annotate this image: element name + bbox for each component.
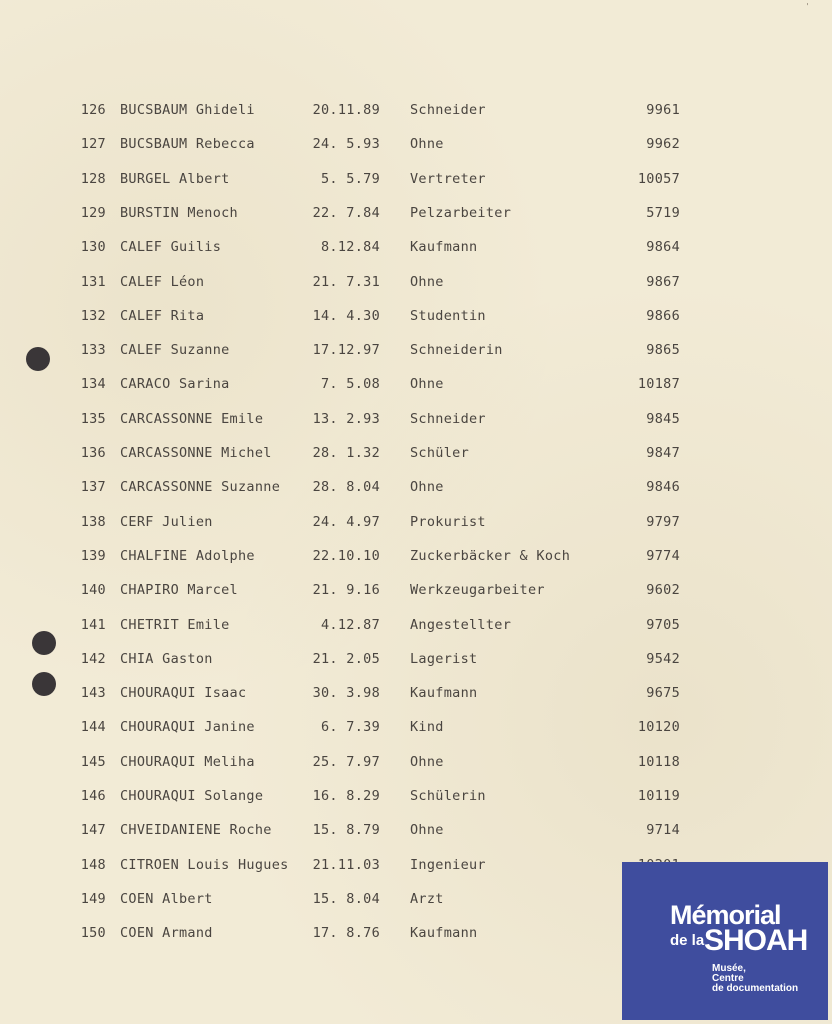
row-number: 126 xyxy=(80,102,106,118)
person-name: CALEF Suzanne xyxy=(120,342,230,359)
person-name: CARCASSONNE Suzanne xyxy=(120,479,281,496)
row-number: 150 xyxy=(80,925,106,942)
person-name: CALEF Léon xyxy=(120,273,205,290)
person-name: BURSTIN Menoch xyxy=(120,204,238,221)
list-row xyxy=(0,197,832,231)
row-number: 137 xyxy=(80,479,106,496)
profession: Ohne xyxy=(410,273,444,290)
birth-date: 8.12.84 xyxy=(321,239,380,256)
profession: Ohne xyxy=(410,822,444,839)
birth-date: 21.11.03 xyxy=(312,856,380,873)
birth-date: 30. 3.98 xyxy=(312,685,380,702)
row-number: 148 xyxy=(80,856,106,873)
profession: Schülerin xyxy=(410,788,486,804)
logo-tagline-1: Musée, xyxy=(712,963,746,974)
profession: Prokurist xyxy=(410,513,486,530)
person-name: COEN Armand xyxy=(120,925,213,942)
row-number: 132 xyxy=(80,307,106,324)
row-number: 141 xyxy=(80,616,106,633)
list-row xyxy=(0,814,832,848)
logo-tagline-3: de documentation xyxy=(712,983,799,994)
list-row xyxy=(0,506,832,540)
profession: Studentin xyxy=(410,307,486,324)
row-number: 139 xyxy=(80,547,106,564)
list-row xyxy=(0,609,832,643)
row-number: 147 xyxy=(80,822,106,839)
birth-date: 22. 7.84 xyxy=(312,204,380,221)
person-name: CHOURAQUI Solange xyxy=(120,788,264,804)
person-name: CARCASSONNE Michel xyxy=(120,445,272,461)
reference-number: 9675 xyxy=(646,685,680,702)
list-row xyxy=(0,471,832,505)
row-number: 130 xyxy=(80,239,106,256)
person-name: BURGEL Albert xyxy=(120,170,230,187)
person-name: BUCSBAUM Rebecca xyxy=(120,136,255,153)
birth-date: 25. 7.97 xyxy=(312,753,380,770)
profession: Kind xyxy=(410,719,444,736)
list-row xyxy=(0,403,832,437)
person-name: CITROEN Louis Hugues xyxy=(120,856,289,873)
list-row xyxy=(0,780,832,814)
person-name: CHIA Gaston xyxy=(120,650,213,667)
list-row xyxy=(0,266,832,300)
birth-date: 21. 2.05 xyxy=(312,650,380,667)
row-number: 136 xyxy=(80,445,106,461)
reference-number: 9866 xyxy=(646,307,680,324)
reference-number: 9865 xyxy=(646,342,680,359)
birth-date: 17. 8.76 xyxy=(312,925,380,942)
reference-number: 10120 xyxy=(637,719,680,736)
row-number: 149 xyxy=(80,890,106,907)
profession: Ohne xyxy=(410,136,444,153)
logo-line-dela: de la xyxy=(670,932,705,949)
reference-number: 9864 xyxy=(646,239,680,256)
birth-date: 28. 1.32 xyxy=(312,445,380,461)
profession: Schneider xyxy=(410,102,486,118)
profession: Schneider xyxy=(410,410,486,427)
reference-number: 9602 xyxy=(646,582,680,599)
reference-number: 9797 xyxy=(646,513,680,530)
list-row xyxy=(0,746,832,780)
birth-date: 16. 8.29 xyxy=(312,788,380,804)
person-name: COEN Albert xyxy=(120,890,213,907)
reference-number: 9961 xyxy=(646,102,680,118)
reference-number: 10057 xyxy=(637,170,680,187)
profession: Ingenieur xyxy=(410,856,486,873)
birth-date: 22.10.10 xyxy=(312,547,380,564)
birth-date: 6. 7.39 xyxy=(321,719,380,736)
person-name: CHOURAQUI Janine xyxy=(120,719,255,736)
list-row xyxy=(0,334,832,368)
list-row xyxy=(0,711,832,745)
list-row xyxy=(0,574,832,608)
logo-tagline xyxy=(712,964,798,994)
reference-number: 9774 xyxy=(646,547,680,564)
profession: Schüler xyxy=(410,445,469,461)
person-name: CALEF Rita xyxy=(120,307,205,324)
logo-line-shoah: SHOAH xyxy=(704,924,808,957)
birth-date: 14. 4.30 xyxy=(312,307,380,324)
birth-date: 24. 5.93 xyxy=(312,136,380,153)
list-row xyxy=(0,643,832,677)
reference-number: 9705 xyxy=(646,616,680,633)
profession: Angestellter xyxy=(410,616,512,633)
person-name: CHOURAQUI Isaac xyxy=(120,685,247,702)
birth-date: 7. 5.08 xyxy=(321,376,380,393)
profession: Vertreter xyxy=(410,170,486,187)
reference-number: 9867 xyxy=(646,273,680,290)
profession: Kaufmann xyxy=(410,239,478,256)
list-row xyxy=(0,540,832,574)
list-row xyxy=(0,300,832,334)
birth-date: 28. 8.04 xyxy=(312,479,380,496)
row-number: 140 xyxy=(80,582,106,599)
memorial-shoah-logo xyxy=(622,862,828,1020)
row-number: 135 xyxy=(80,410,106,427)
list-row xyxy=(0,128,832,162)
row-number: 142 xyxy=(80,650,106,667)
person-name: CHETRIT Emile xyxy=(120,616,230,633)
person-name: BUCSBAUM Ghideli xyxy=(120,102,255,118)
person-name: CHVEIDANIENE Roche xyxy=(120,822,272,839)
reference-number: 9847 xyxy=(646,445,680,461)
list-row xyxy=(0,437,832,471)
birth-date: 5. 5.79 xyxy=(321,170,380,187)
person-name: CARCASSONNE Emile xyxy=(120,410,264,427)
birth-date: 21. 9.16 xyxy=(312,582,380,599)
logo-tagline-2: Centre xyxy=(712,973,744,984)
list-row xyxy=(0,677,832,711)
row-number: 129 xyxy=(80,204,106,221)
birth-date: 21. 7.31 xyxy=(312,273,380,290)
person-name: CARACO Sarina xyxy=(120,376,230,393)
row-number: 146 xyxy=(80,788,106,804)
profession: Arzt xyxy=(410,890,444,907)
birth-date: 15. 8.04 xyxy=(312,890,380,907)
corner-mark: ' xyxy=(805,2,810,11)
person-name: CHAPIRO Marcel xyxy=(120,582,238,599)
profession: Werkzeugarbeiter xyxy=(410,582,545,599)
reference-number: 10119 xyxy=(637,788,680,804)
list-row xyxy=(0,368,832,402)
reference-number: 5719 xyxy=(646,204,680,221)
row-number: 134 xyxy=(80,376,106,393)
profession: Zuckerbäcker & Koch xyxy=(410,547,571,564)
birth-date: 4.12.87 xyxy=(321,616,380,633)
person-name: CHALFINE Adolphe xyxy=(120,547,255,564)
reference-number: 10187 xyxy=(637,376,680,393)
logo-line-memorial: Mémorial xyxy=(670,900,781,930)
row-number: 131 xyxy=(80,273,106,290)
row-number: 138 xyxy=(80,513,106,530)
list-row xyxy=(0,94,832,128)
profession: Lagerist xyxy=(410,650,478,667)
reference-number: 9714 xyxy=(646,822,680,839)
profession: Ohne xyxy=(410,376,444,393)
reference-number: 9962 xyxy=(646,136,680,153)
profession: Schneiderin xyxy=(410,342,503,359)
reference-number: 10118 xyxy=(637,753,680,770)
row-number: 128 xyxy=(80,170,106,187)
birth-date: 15. 8.79 xyxy=(312,822,380,839)
birth-date: 13. 2.93 xyxy=(312,410,380,427)
person-name: CHOURAQUI Meliha xyxy=(120,753,255,770)
reference-number: 9845 xyxy=(646,410,680,427)
reference-number: 9542 xyxy=(646,650,680,667)
row-number: 145 xyxy=(80,753,106,770)
birth-date: 20.11.89 xyxy=(312,102,380,118)
person-name: CERF Julien xyxy=(120,513,213,530)
row-number: 144 xyxy=(80,719,106,736)
birth-date: 17.12.97 xyxy=(312,342,380,359)
birth-date: 24. 4.97 xyxy=(312,513,380,530)
list-row xyxy=(0,163,832,197)
profession: Ohne xyxy=(410,753,444,770)
row-number: 127 xyxy=(80,136,106,153)
row-number: 143 xyxy=(80,685,106,702)
profession: Kaufmann xyxy=(410,925,478,942)
profession: Pelzarbeiter xyxy=(410,204,512,221)
profession: Ohne xyxy=(410,479,444,496)
person-name: CALEF Guilis xyxy=(120,239,222,256)
profession: Kaufmann xyxy=(410,685,478,702)
list-row xyxy=(0,231,832,265)
row-number: 133 xyxy=(80,342,106,359)
reference-number: 9846 xyxy=(646,479,680,496)
